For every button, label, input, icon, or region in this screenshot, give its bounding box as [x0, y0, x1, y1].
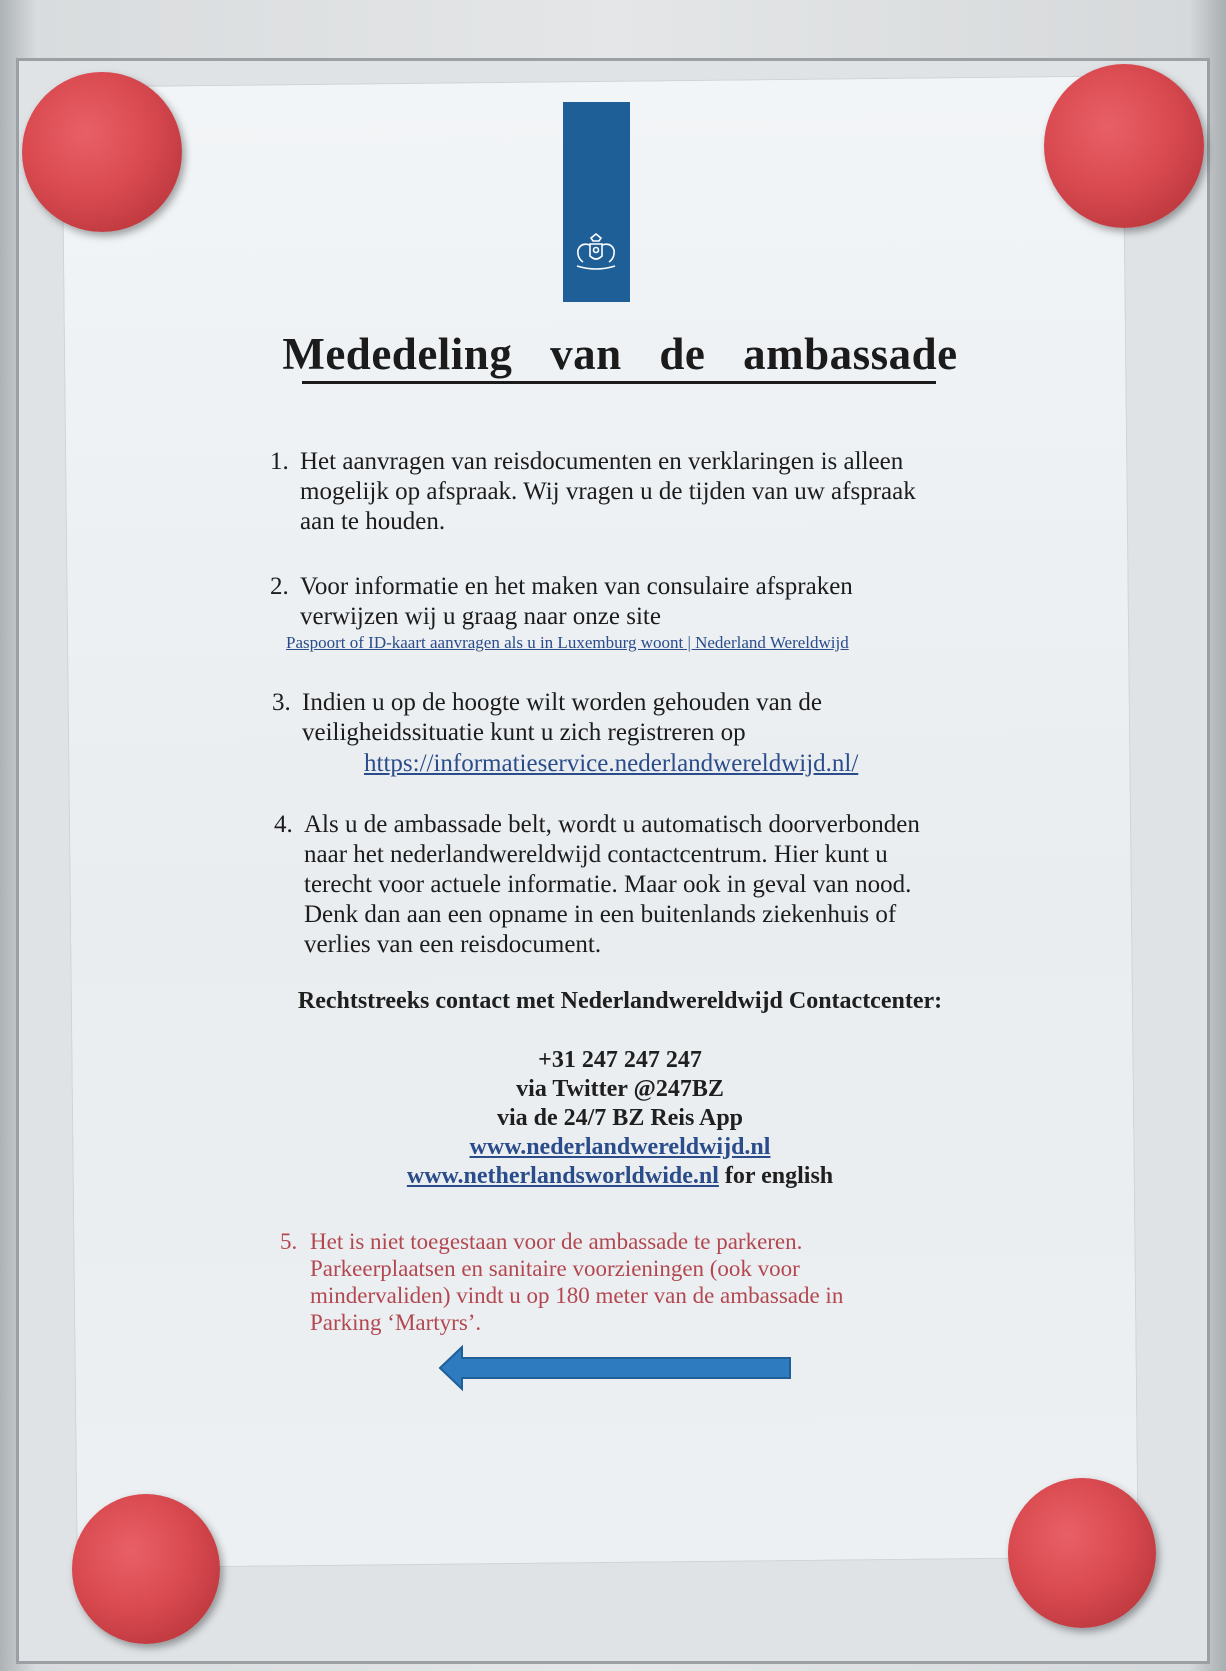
title-underline — [302, 381, 936, 384]
item-line: mogelijk op afspraak. Wij vragen u de tijden van uw afspraak — [300, 478, 916, 505]
magnet-top-right — [1044, 64, 1204, 228]
item-number: 2. — [270, 573, 289, 600]
royal-coat-of-arms-icon — [571, 232, 621, 274]
website-nl-link[interactable]: www.nederlandwereldwijd.nl — [469, 1134, 771, 1160]
contact-twitter: via Twitter @247BZ — [516, 1076, 724, 1102]
item-line: aan te houden. — [300, 508, 446, 535]
contact-details — [320, 1046, 920, 1191]
item-line: Parking ‘Martyrs’. — [310, 1310, 482, 1335]
magnet-bottom-left — [72, 1494, 220, 1644]
item-number: 5. — [280, 1229, 298, 1254]
contact-app: via de 24/7 BZ Reis App — [496, 1105, 744, 1131]
informatieservice-link[interactable]: https://informatieservice.nederlandwereldwijd.nl/ — [364, 750, 859, 777]
item-line: veiligheidssituatie kunt u zich registreren op — [302, 719, 746, 746]
item-line: Als u de ambassade belt, wordt u automatisch doorverbonden — [304, 811, 920, 838]
item-line: Parkeerplaatsen en sanitaire voorzieningen (ook voor — [310, 1256, 800, 1281]
item-line: Het aanvragen van reisdocumenten en verklaringen is alleen — [300, 448, 904, 475]
item-line: terecht voor actuele informatie. Maar ook in geval van nood. — [304, 871, 912, 898]
contact-heading: Rechtstreeks contact met Nederlandwereldwijd Contactcenter: — [297, 988, 943, 1014]
item-line: Indien u op de hoogte wilt worden gehouden van de — [302, 689, 823, 716]
item-line: Het is niet toegestaan voor de ambassade te parkeren. — [310, 1229, 803, 1254]
contact-phone[interactable]: +31 247 247 247 — [538, 1047, 702, 1073]
item-number: 1. — [270, 448, 289, 475]
magnet-bottom-right — [1008, 1478, 1156, 1628]
government-logo — [563, 102, 630, 302]
page-title: Mededeling van de ambassade — [282, 329, 958, 379]
passport-info-link[interactable]: Paspoort of ID-kaart aanvragen als u in Luxemburg woont | Nederland Wereldwijd — [286, 633, 849, 652]
item-line: Voor informatie en het maken van consulaire afspraken — [300, 573, 853, 600]
website-en-link[interactable]: www.netherlandsworldwide.nl — [406, 1163, 719, 1189]
item-line: mindervaliden) vindt u op 180 meter van de ambassade in — [310, 1283, 844, 1308]
website-en-suffix: for english — [724, 1163, 834, 1189]
arrow-left-icon — [438, 1345, 794, 1391]
item-line: Denk dan aan een opname in een buitenlands ziekenhuis of — [304, 901, 897, 928]
item-line: naar het nederlandwereldwijd contactcentrum. Hier kunt u — [304, 841, 888, 868]
item-line: verlies van een reisdocument. — [304, 931, 602, 958]
magnet-top-left — [22, 72, 182, 232]
item-number: 3. — [272, 689, 291, 716]
item-line: verwijzen wij u graag naar onze site — [300, 603, 661, 630]
item-number: 4. — [274, 811, 293, 838]
